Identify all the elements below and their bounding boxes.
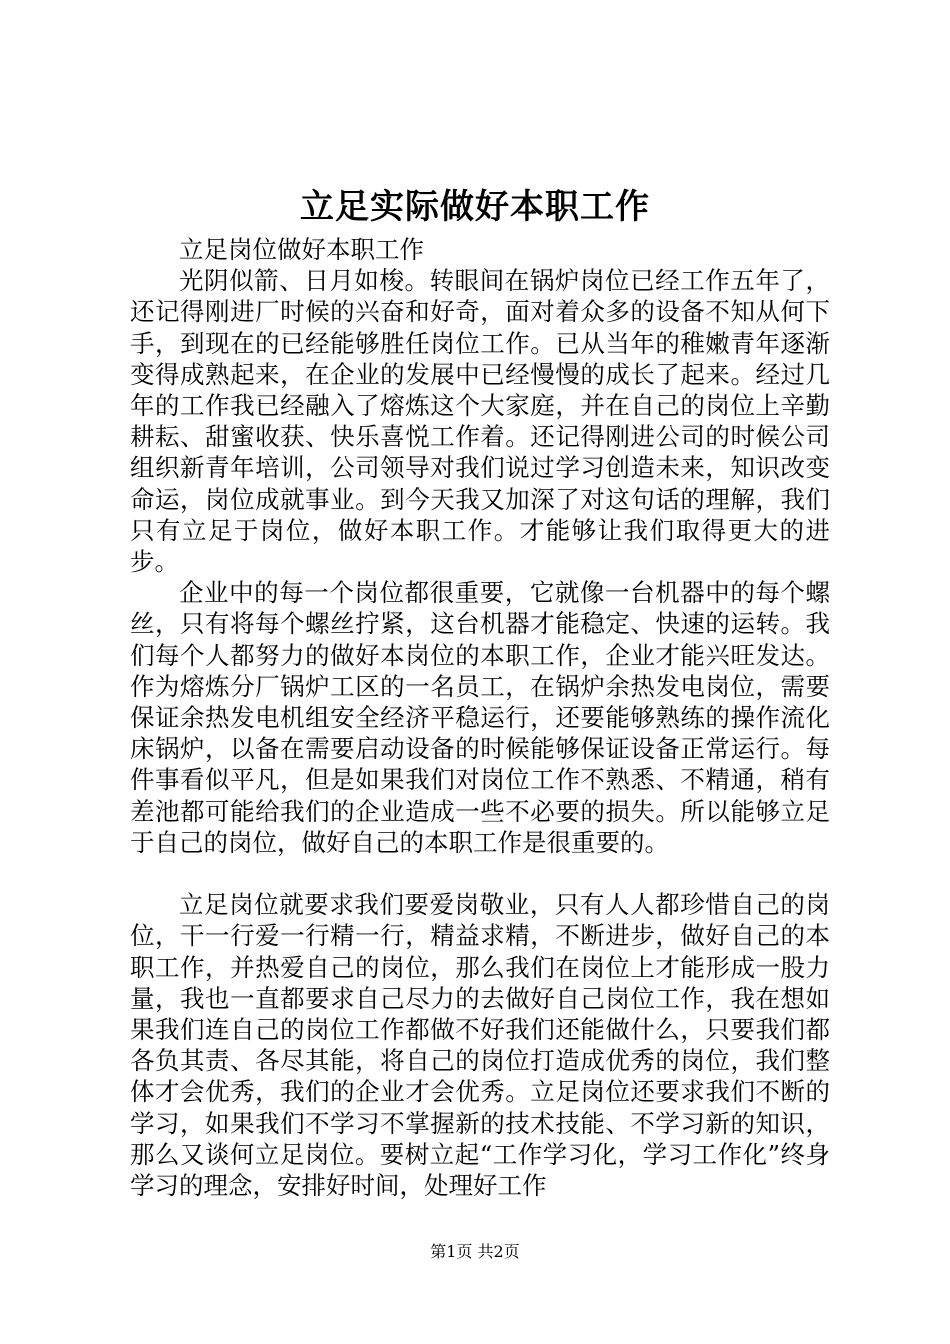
document-title: 立足实际做好本职工作 (300, 187, 650, 227)
subtitle-paragraph: 立足岗位做好本职工作 (179, 235, 424, 264)
body-paragraph-2: 企业中的每一个岗位都很重要，它就像一台机器中的每个螺丝，只有将每个螺丝拧紧，这台机器才能稳定、快速的运转。我们每个人都努力的做好本岗位的本职工作，企业才能兴旺发达。作为熔炼分厂锅炉工区的一名员工，在锅炉余热发电岗位，需要保证余热发电机组安全经济平稳运行，还要能够熟练的操作流化床锅炉，以备在需要启动设备的时候能够保证设备正常运行。每件事看似平凡，但是如果我们对岗位工作不熟悉、不精通，稍有差池都可能给我们的企业造成一些不必要的损失。所以能够立足于自己的岗位，做好自己的本职工作是很重要的。 (130, 578, 830, 857)
body-paragraph-3: 立足岗位就要求我们要爱岗敬业，只有人人都珍惜自己的岗位，干一行爱一行精一行，精益求精，不断进步，做好自己的本职工作，并热爱自己的岗位，那么我们在岗位上才能形成一股力量，我也一直都要求自己尽力的去做好自己岗位工作，我在想如果我们连自己的岗位工作都做不好我们还能做什么，只要我们都各负其责、各尽其能，将自己的岗位打造成优秀的岗位，我们整体才会优秀，我们的企业才会优秀。立足岗位还要求我们不断的学习，如果我们不学习不掌握新的技术技能、不学习新的知识，那么又谈何立足岗位。要树立起“工作学习化，学习工作化”终身学习的理念，安排好时间，处理好工作 (130, 890, 830, 1201)
page-number-label: 第1页 共2页 (430, 1242, 520, 1261)
page-footer (0, 1241, 950, 1263)
document-body (130, 234, 830, 1201)
body-paragraph-1: 光阴似箭、日月如梭。转眼间在锅炉岗位已经工作五年了，还记得刚进厂时候的兴奋和好奇，面对着众多的设备不知从何下手，到现在的已经能够胜任岗位工作。已从当年的稚嫩青年逐渐变得成熟起来，在企业的发展中已经慢慢的成长了起来。经过几年的工作我已经融入了熔炼这个大家庭，并在自己的岗位上辛勤耕耘、甜蜜收获、快乐喜悦工作着。还记得刚进公司的时候公司组织新青年培训，公司领导对我们说过学习创造未来，知识改变命运，岗位成就事业。到今天我又加深了对这句话的理解，我们只有立足于岗位，做好本职工作。才能够让我们取得更大的进步。 (130, 266, 830, 577)
